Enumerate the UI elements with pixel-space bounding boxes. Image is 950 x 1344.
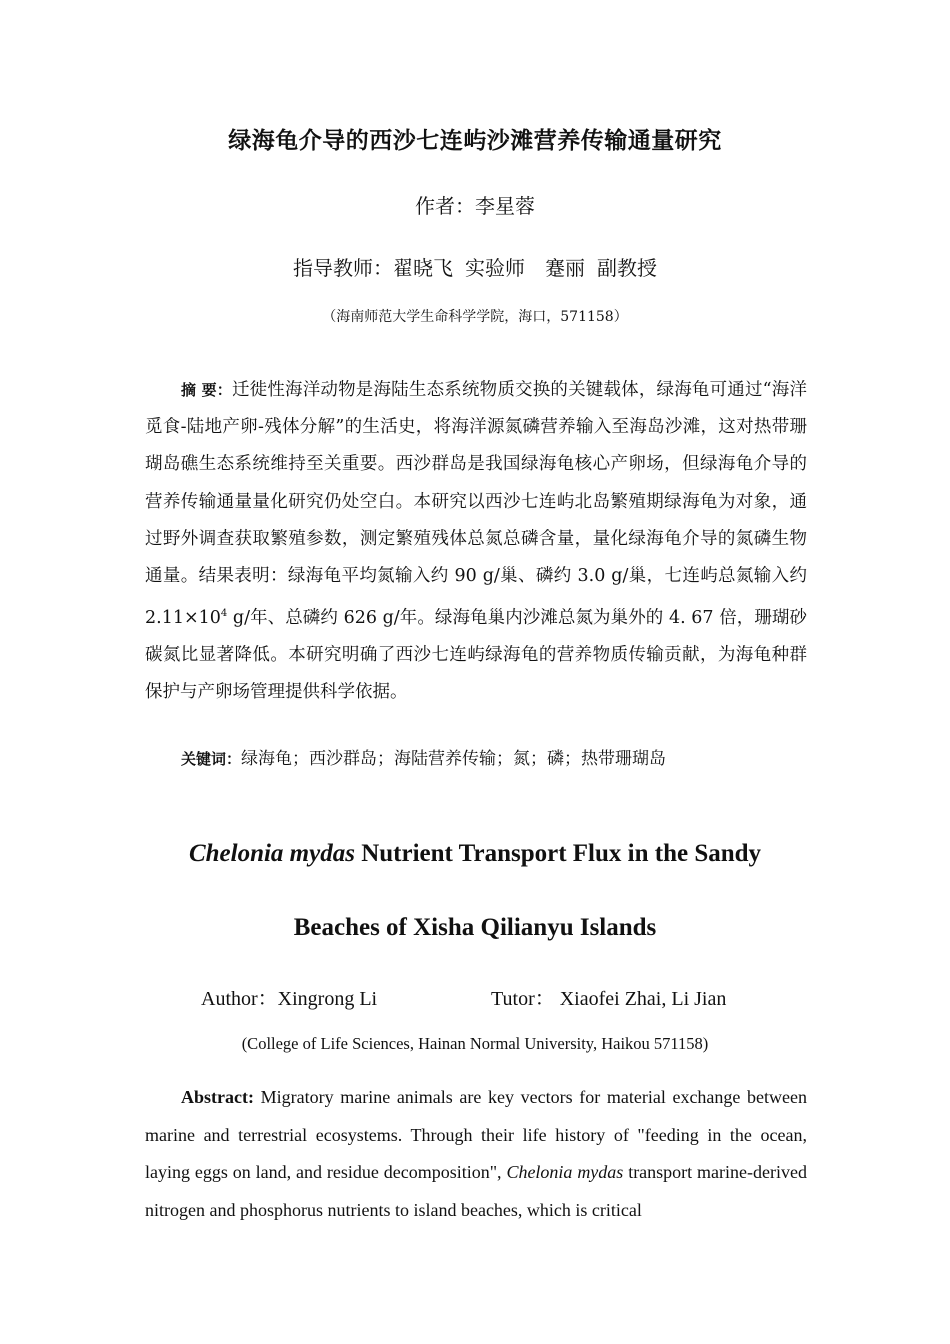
english-abstract-text-1: Migratory marine animals are key vectors for material exchange between marine and terrestrial ecosystems. Through their life history of "feeding in the ocean, laying eggs on land, and residue decomposition",: [145, 1087, 807, 1182]
english-affiliation: (College of Life Sciences, Hainan Normal University, Haikou 571158): [241, 1034, 709, 1053]
tutor-1-name: 翟晓飞: [393, 256, 453, 280]
english-tutor: Tutor： Xiaofei Zhai, Li Jian: [491, 988, 727, 1010]
exponent: 4: [220, 608, 228, 620]
chinese-abstract-text-2: g/年、总磷约 626 g/年。绿海龟巢内沙滩总氮为巢外的 4. 67 倍，珊瑚砂碳氮比显著降低。本研究明确了西沙七连屿绿海龟的营养物质传输贡献，为海龟种群保护与产卵场管理提供科学依据。: [145, 608, 807, 703]
chinese-keywords-label: 关键词：: [181, 750, 242, 768]
chinese-author: 作者：李星蓉: [415, 194, 535, 218]
english-title-species: Chelonia mydas: [188, 840, 355, 867]
english-author: Author：Xingrong Li: [201, 988, 378, 1010]
tutor-2-rank: 副教授: [597, 256, 657, 280]
chinese-affiliation: （海南师范大学生命科学学院，海口，571158）: [322, 309, 628, 325]
chinese-keywords: [181, 744, 807, 769]
chinese-keywords-text: 绿海龟；西沙群岛；海陆营养传输；氮；磷；热带珊瑚岛: [241, 749, 667, 769]
english-abstract-species: Chelonia mydas: [506, 1162, 624, 1182]
english-abstract: [145, 1079, 807, 1229]
chinese-abstract-text-1: 迁徙性海洋动物是海陆生态系统物质交换的关键载体，绿海龟可通过“海洋觅食-陆地产卵-残体分解”的生活史，将海洋源氮磷营养输入至海岛沙滩，这对热带珊瑚岛礁生态系统维持至关重要。西沙群岛是我国绿海龟核心产卵场，但绿海龟介导的营养传输通量量化研究仍处空白。本研究以西沙七连屿北岛繁殖期绿海龟为对象，通过野外调查获取繁殖参数，测定繁殖残体总氮总磷含量，量化绿海龟介导的氮磷生物通量。结果表明：绿海龟平均氮输入约 90 g/巢、磷约 3.0 g/巢，七连屿总氮输入约 2.11×10: [145, 380, 807, 629]
tutor-prefix: 指导教师：: [293, 256, 393, 280]
tutor-2-name: 蹇丽: [545, 256, 585, 280]
chinese-abstract-label: 摘 要：: [181, 381, 232, 399]
chinese-title: 绿海龟介导的西沙七连屿沙滩营养传输通量研究: [228, 128, 722, 154]
chinese-abstract: [145, 372, 807, 712]
tutor-1-rank: 实验师: [465, 256, 525, 280]
english-abstract-text-2: transport marine-derived nitrogen and phosphorus nutrients to island beaches, which is critical: [145, 1162, 807, 1220]
english-title-line-1: [0, 840, 950, 868]
english-title-rest: Nutrient Transport Flux in the Sandy: [354, 840, 762, 867]
english-title-line-2: Beaches of Xisha Qilianyu Islands: [293, 914, 657, 941]
chinese-tutors: [0, 252, 950, 281]
english-abstract-label: Abstract:: [181, 1087, 254, 1107]
